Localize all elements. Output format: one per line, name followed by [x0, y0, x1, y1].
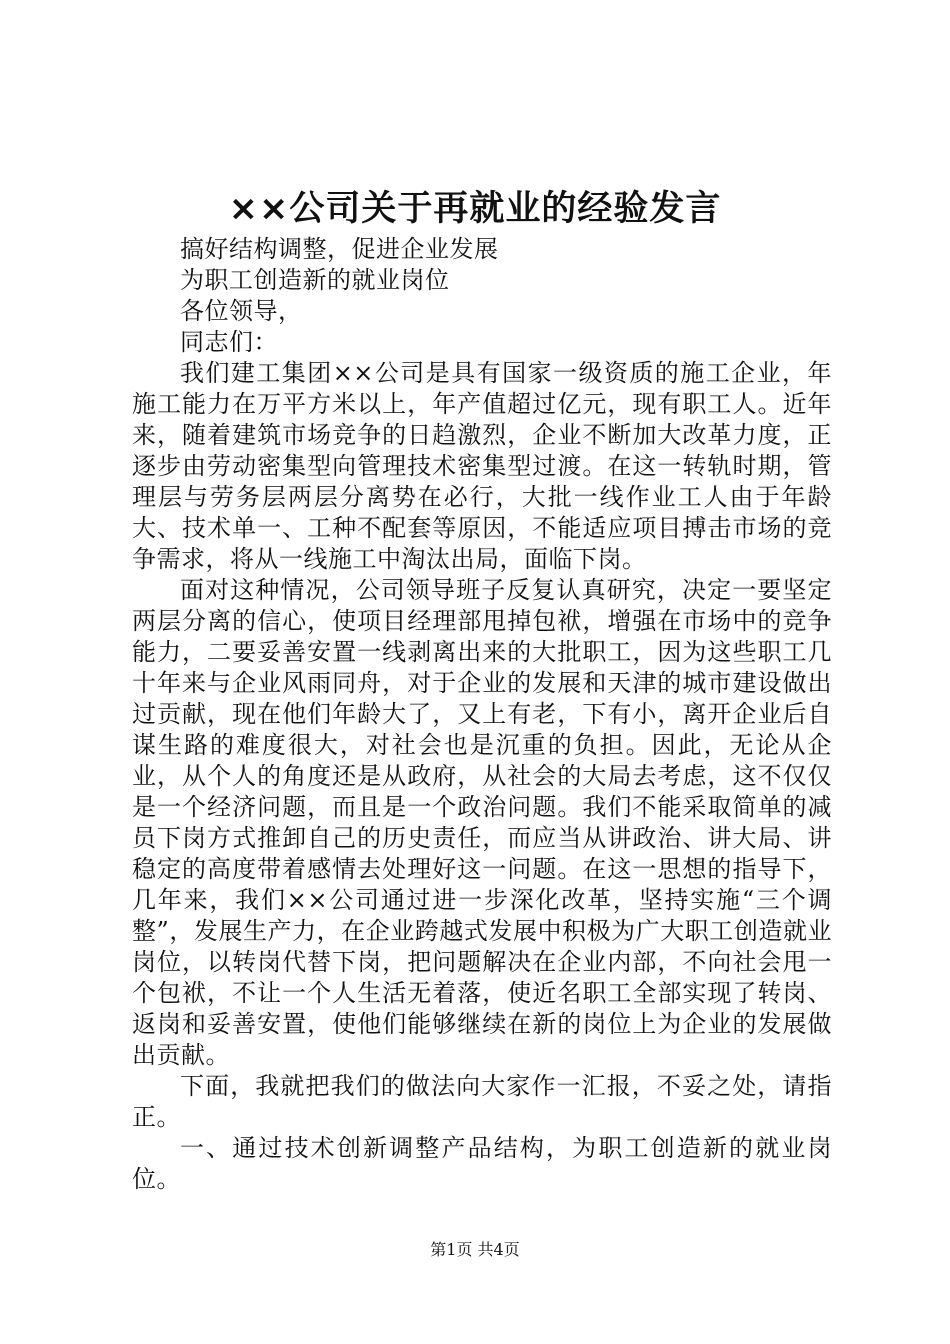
body-paragraph: 下面，我就把我们的做法向大家作一汇报，不妥之处，请指正。	[132, 1072, 832, 1131]
salutation-line: 各位领导，	[180, 297, 303, 325]
salutation-line: 同志们：	[180, 328, 278, 356]
document-title: ××公司关于再就业的经验发言	[228, 189, 722, 229]
body-paragraph: 我们建工集团××公司是具有国家一级资质的施工企业，年施工能力在万平方米以上，年产值超过亿元，现有职工人。近年来，随着建筑市场竞争的日趋激烈，企业不断加大改革力度，正逐步由劳动密集型向管理技术密集型过渡。在这一转轨时期，管理层与劳务层两层分离势在必行，大批一线作业工人由于年龄大、技术单一、工种不配套等原因，不能适应项目搏击市场的竞争需求，将从一线施工中淘汰出局，面临下岗。	[132, 359, 832, 573]
body-paragraph: 面对这种情况，公司领导班子反复认真研究，决定一要坚定两层分离的信心，使项目经理部甩掉包袱，增强在市场中的竞争能力，二要妥善安置一线剥离出来的大批职工，因为这些职工几十年来与企业风雨同舟，对于企业的发展和天津的城市建设做出过贡献，现在他们年龄大了，又上有老，下有小，离开企业后自谋生路的难度很大，对社会也是沉重的负担。因此，无论从企业，从个人的角度还是从政府，从社会的大局去考虑，这不仅仅是一个经济问题，而且是一个政治问题。我们不能采取简单的减员下岗方式推卸自己的历史责任，而应当从讲政治、讲大局、讲稳定的高度带着感情去处理好这一问题。在这一思想的指导下，几年来，我们××公司通过进一步深化改革，坚持实施“三个调整”，发展生产力，在企业跨越式发展中积极为广大职工创造就业岗位，以转岗代替下岗，把问题解决在企业内部，不向社会甩一个包袱，不让一个人生活无着落，使近名职工全部实现了转岗、返岗和妥善安置，使他们能够继续在新的岗位上为企业的发展做出贡献。	[132, 576, 832, 1069]
subtitle-line: 为职工创造新的就业岗位	[180, 266, 450, 294]
section-heading: 一、通过技术创新调整产品结构，为职工创造新的就业岗位。	[132, 1134, 832, 1193]
document-body	[132, 234, 832, 1195]
page-footer: 第1页 共4页	[430, 1240, 520, 1259]
subtitle-line: 搞好结构调整，促进企业发展	[180, 235, 499, 263]
